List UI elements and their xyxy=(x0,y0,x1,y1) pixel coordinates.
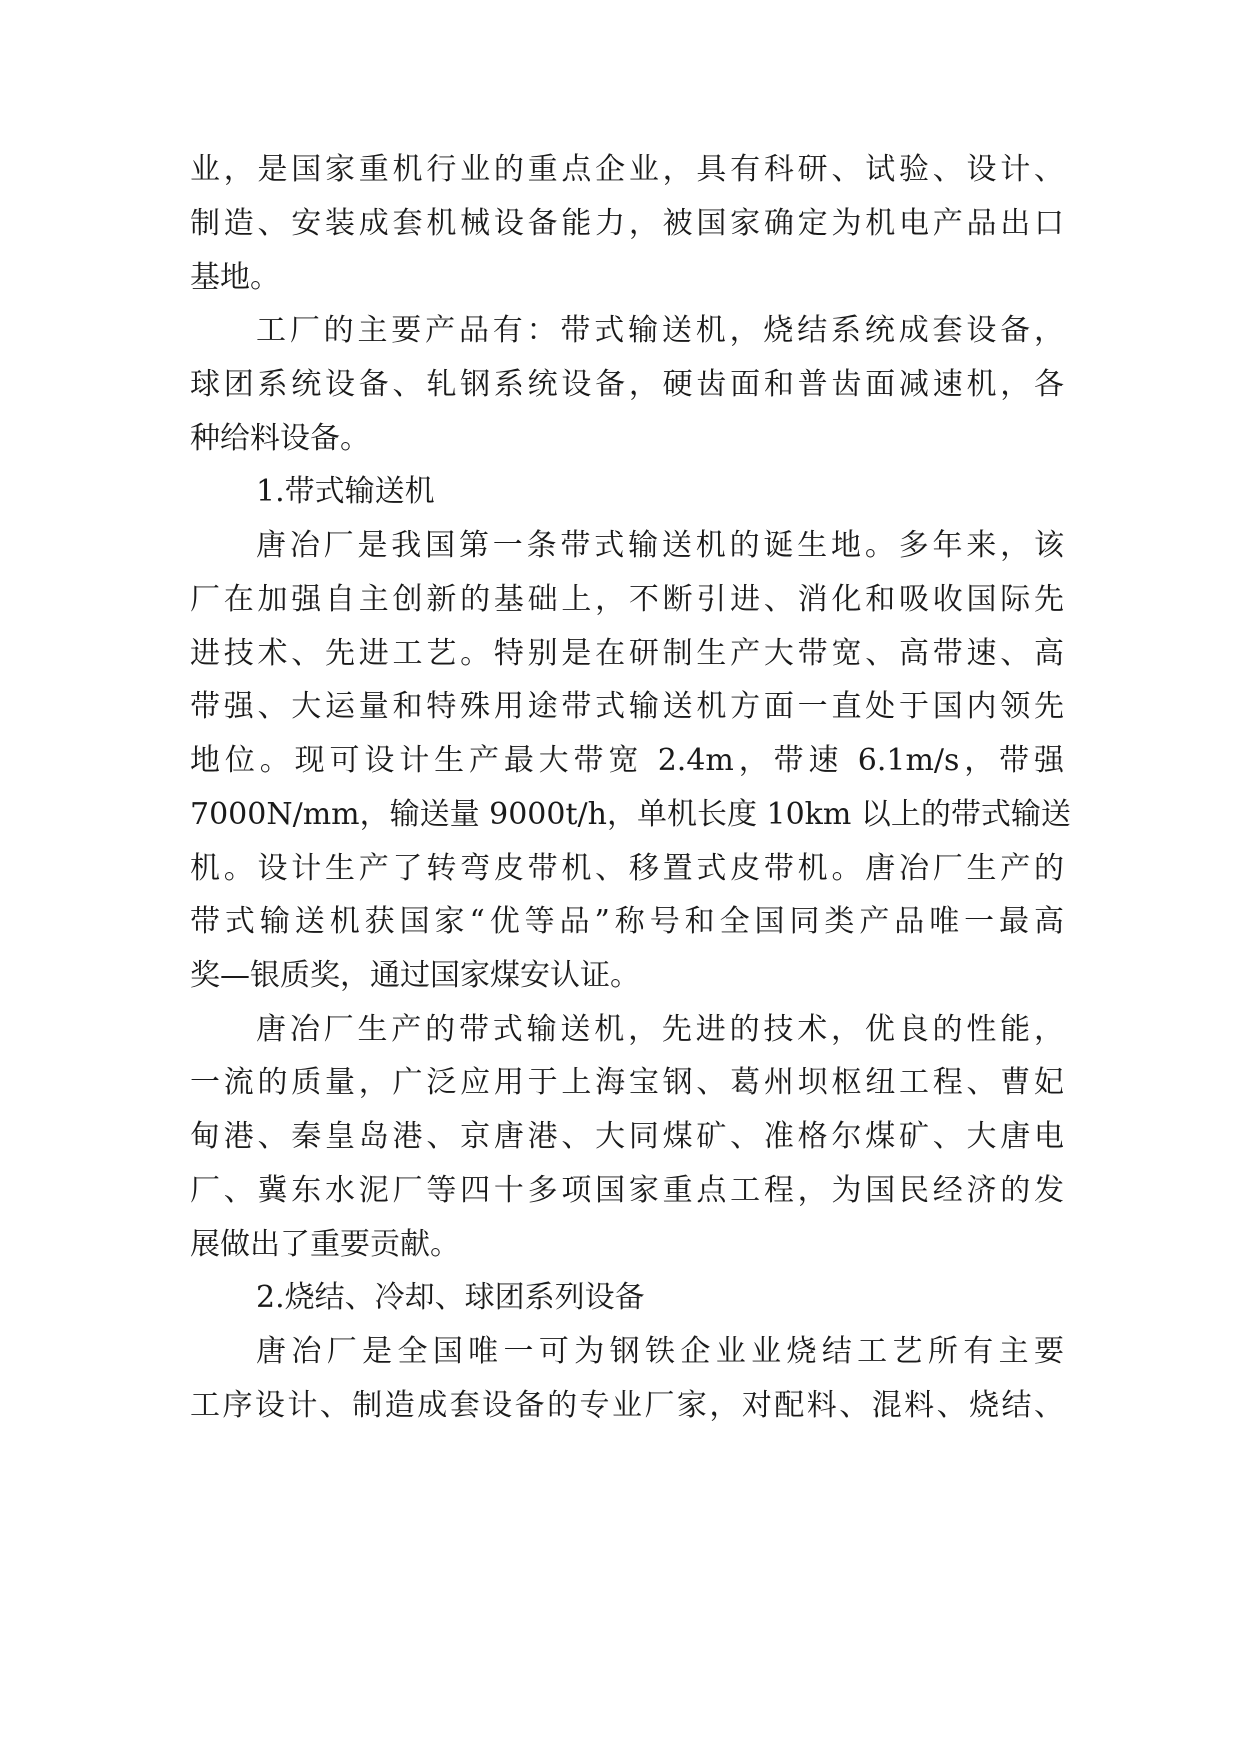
text-line: 进技术、先进工艺。特别是在研制生产大带宽、高带速、高 xyxy=(190,636,1064,671)
text-line: 地位。现可设计生产最大带宽 2.4m，带速 6.1m/s，带强 xyxy=(190,743,1064,778)
text-line: 7000N/mm，输送量 9000t/h，单机长度 10km 以上的带式输送 xyxy=(190,797,1071,832)
text-line: 机。设计生产了转弯皮带机、移置式皮带机。唐冶厂生产的 xyxy=(190,851,1064,886)
text-line: 奖—银质奖，通过国家煤安认证。 xyxy=(190,958,640,993)
text-line: 厂、冀东水泥厂等四十多项国家重点工程，为国民经济的发 xyxy=(190,1173,1064,1208)
section-heading: 1.带式输送机 xyxy=(256,474,435,509)
text-line: 基地。 xyxy=(190,260,280,295)
text-line: 一流的质量，广泛应用于上海宝钢、葛州坝枢纽工程、曹妃 xyxy=(190,1065,1064,1100)
text-line: 厂在加强自主创新的基础上，不断引进、消化和吸收国际先 xyxy=(190,582,1064,617)
text-line: 唐冶厂生产的带式输送机，先进的技术，优良的性能， xyxy=(256,1012,1064,1047)
text-line: 带强、大运量和特殊用途带式输送机方面一直处于国内领先 xyxy=(190,689,1064,724)
section-heading: 2.烧结、冷却、球团系列设备 xyxy=(256,1280,645,1315)
text-line: 业，是国家重机行业的重点企业，具有科研、试验、设计、 xyxy=(190,152,1064,187)
text-line: 工厂的主要产品有：带式输送机，烧结系统成套设备， xyxy=(256,313,1064,348)
text-line: 甸港、秦皇岛港、京唐港、大同煤矿、准格尔煤矿、大唐电 xyxy=(190,1119,1064,1154)
text-line: 工序设计、制造成套设备的专业厂家，对配料、混料、烧结、 xyxy=(190,1388,1064,1423)
text-line: 制造、安装成套机械设备能力，被国家确定为机电产品出口 xyxy=(190,206,1064,241)
text-line: 带式输送机获国家“优等品”称号和全国同类产品唯一最高 xyxy=(190,904,1064,939)
text-line: 球团系统设备、轧钢系统设备，硬齿面和普齿面减速机，各 xyxy=(190,367,1064,402)
text-line: 种给料设备。 xyxy=(190,421,370,456)
text-line: 唐冶厂是全国唯一可为钢铁企业业烧结工艺所有主要 xyxy=(256,1334,1064,1369)
text-line: 唐冶厂是我国第一条带式输送机的诞生地。多年来，该 xyxy=(256,528,1064,563)
text-line: 展做出了重要贡献。 xyxy=(190,1227,460,1262)
